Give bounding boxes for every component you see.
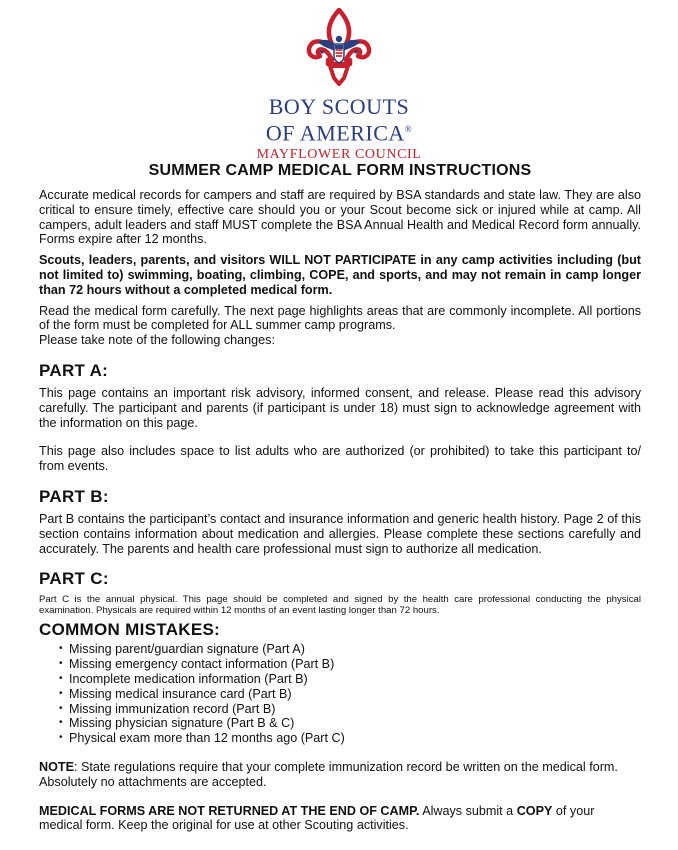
page-title: SUMMER CAMP MEDICAL FORM INSTRUCTIONS [148, 162, 532, 179]
part-c-paragraph: Part C is the annual physical. This page should be completed and signed by the health care professional conducting the physical examination. Physicals are required within 12 months of an event lasting longer than 72 hours. [39, 594, 641, 617]
part-a-heading: PART A: [39, 360, 109, 380]
part-c-heading: PART C: [39, 569, 109, 589]
list-item-text: Missing emergency contact information (Part B) [69, 657, 335, 672]
closing-bold-lead: MEDICAL FORMS ARE NOT RETURNED AT THE END OF CAMP. [39, 803, 420, 818]
council-name: MAYFLOWER COUNCIL [256, 147, 422, 163]
closing-copy: COPY [516, 803, 553, 818]
bullet-icon: • [59, 658, 63, 670]
list-item-text: Physical exam more than 12 months ago (Part C) [69, 731, 345, 746]
take-note: Please take note of the following changes: [39, 333, 275, 348]
org-name-line2-text: OF AMERICA [265, 120, 405, 146]
note-text: : State regulations require that your complete immunization record be written on the medical form. Absolutely no attachments are accepted. [39, 759, 618, 789]
bullet-icon: • [59, 702, 63, 714]
document-body [39, 162, 641, 833]
list-item [59, 687, 641, 702]
participation-warning: Scouts, leaders, parents, and visitors WILL NOT PARTICIPATE in any camp activities including (but not limited to) swimming, boating, climbing, COPE, and sports, and may not remain in camp longer than 72 hours without a completed medical form. [39, 253, 641, 297]
list-item-text: Missing medical insurance card (Part B) [69, 686, 292, 701]
org-name-line2 [0, 118, 678, 144]
bullet-icon: • [59, 717, 63, 729]
bullet-icon: • [59, 732, 63, 744]
part-b-heading: PART B: [39, 486, 109, 506]
org-name-line1: BOY SCOUTS [268, 94, 410, 119]
registered-mark: ® [404, 124, 413, 134]
header [0, 8, 678, 163]
closing-paragraph [39, 804, 641, 834]
part-a-paragraph-1: This page contains an important risk advisory, informed consent, and release. Please read this advisory carefully. The participant and parents (if participant is under 18) must sign to acknowledge agreement with the information on this page. [39, 385, 641, 430]
bullet-icon: • [59, 672, 63, 684]
note-label: NOTE [39, 759, 74, 774]
list-item [59, 716, 641, 731]
closing-text-2: of your medical form. Keep the original for use at other Scouting activities. [39, 803, 595, 833]
list-item [59, 642, 641, 657]
part-b-paragraph: Part B contains the participant’s contact and insurance information and generic health history. Page 2 of this section contains information about medication and allergies. Please complete these sections carefully and accurately. The parents and health care professional must sign to authorize all medication. [39, 511, 641, 556]
part-a-paragraph-2: This page also includes space to list adults who are authorized (or prohibited) to take this participant to/ from events. [39, 444, 641, 474]
list-item [59, 672, 641, 687]
note-paragraph [39, 760, 641, 790]
list-item-text: Incomplete medication information (Part B) [69, 671, 308, 686]
common-mistakes-heading: COMMON MISTAKES: [39, 620, 221, 640]
read-note: Read the medical form carefully. The next page highlights areas that are commonly incomplete. All portions of the form must be completed for ALL summer camp programs. [39, 303, 641, 333]
bullet-icon: • [59, 643, 63, 655]
bullet-icon: • [59, 687, 63, 699]
list-item [59, 657, 641, 672]
list-item-text: Missing physician signature (Part B & C) [69, 716, 295, 731]
list-item [59, 702, 641, 717]
closing-text-1: Always submit a [419, 803, 517, 818]
fleur-de-lis-emblem-icon [306, 8, 372, 86]
common-mistakes-list [59, 642, 641, 746]
list-item-text: Missing parent/guardian signature (Part A) [69, 642, 305, 657]
list-item-text: Missing immunization record (Part B) [69, 701, 276, 716]
list-item [59, 731, 641, 746]
intro-paragraph: Accurate medical records for campers and staff are required by BSA standards and state law. They are also critical to ensure timely, effective care should you or your Scout become sick or injured while at camp. All campers, adult leaders and staff MUST complete the BSA Annual Health and Medical Record form annually. Forms expire after 12 months. [39, 188, 641, 247]
